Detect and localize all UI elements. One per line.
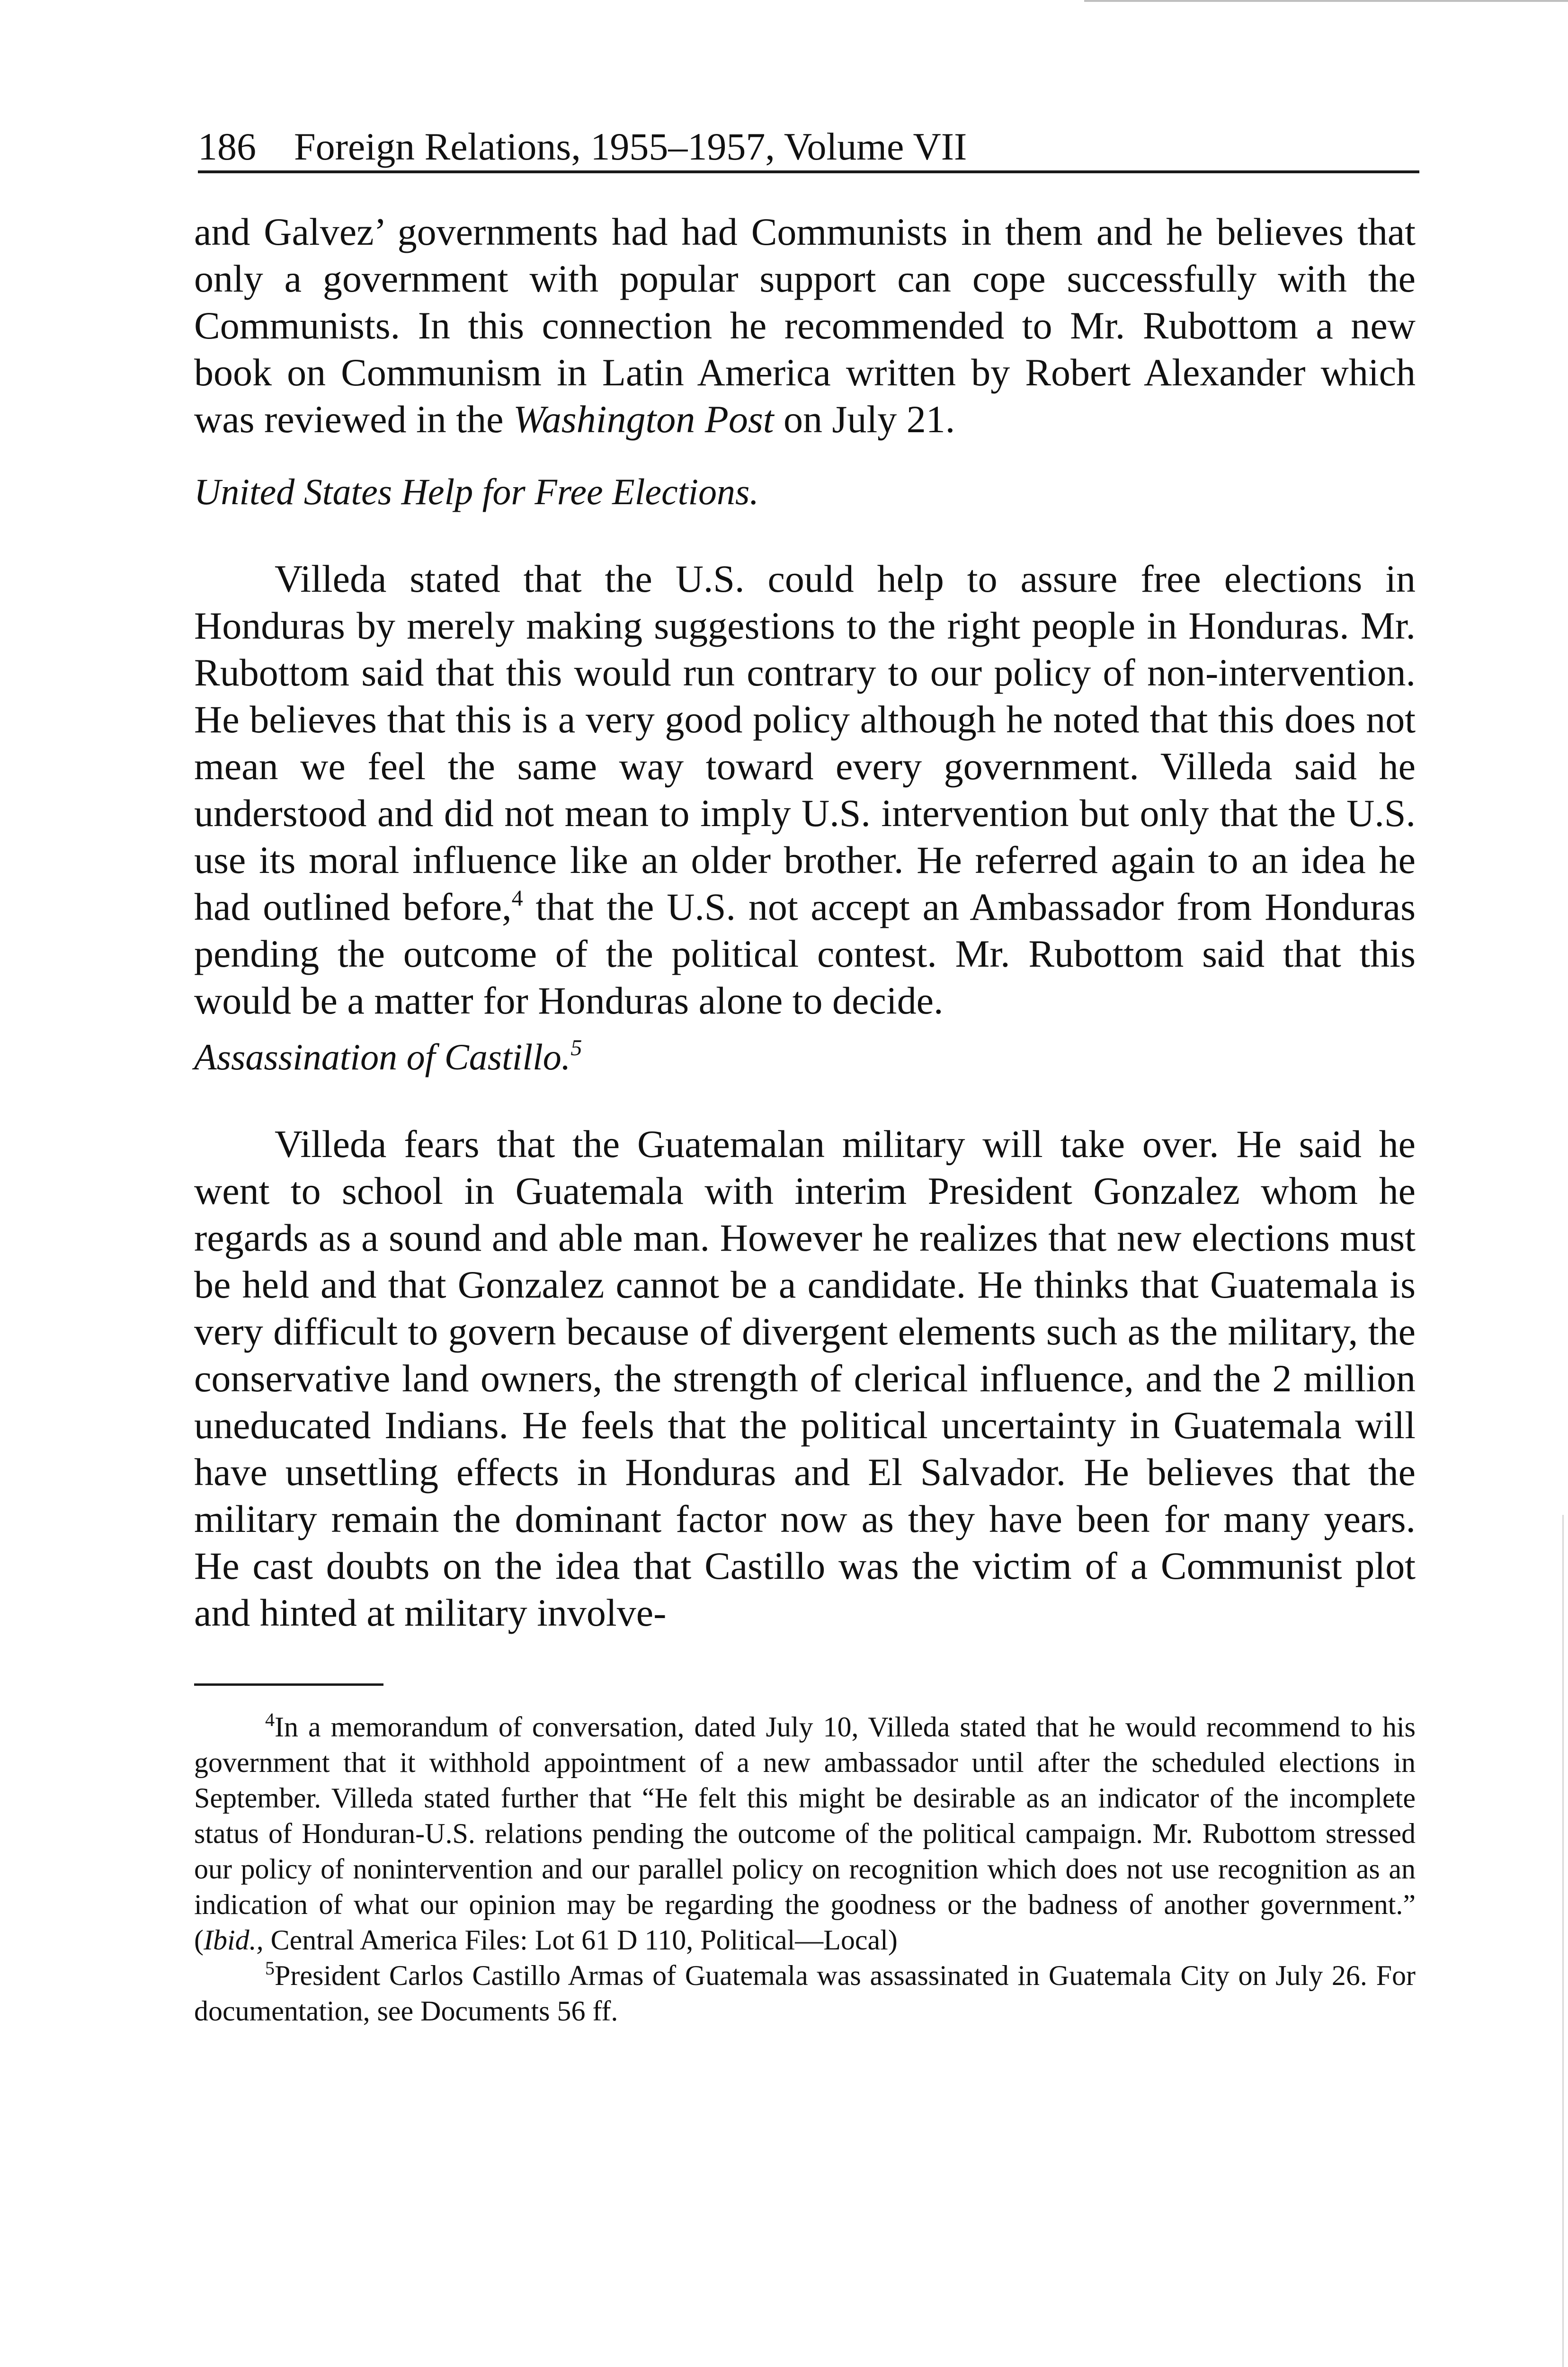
footnote-ref-5: 5 <box>570 1035 582 1060</box>
paragraph-galvez <box>194 208 1416 443</box>
scan-edge-line-right <box>1562 1515 1564 2367</box>
paragraph-galvez-lead: and Galvez’ governments had had Communists in them and he believes that only a government with popular support can cope successfully with the Communists. In this connection he recommended to Mr. Rubottom a new book on Communism in Latin America written by Robert Alexander which was reviewed in the <box>194 210 1416 441</box>
footnote-4 <box>194 1709 1416 1958</box>
paragraph-free-elections-lead: Villeda stated that the U.S. could help to assure free elections in Honduras by merely making suggestions to the right people in Honduras. Mr. Rubottom said that this would run contrary to our policy of non-intervention. He believes that this is a very good policy although he noted that this does not mean we feel the same way toward every government. Villeda said he understood and did not mean to imply U.S. intervention but only that the U.S. use its moral influence like an older brother. He referred again to an idea he had outlined before, <box>194 557 1416 928</box>
newspaper-title: Washington Post <box>513 398 774 441</box>
paragraph-free-elections <box>194 555 1416 1024</box>
footnote-4-tail: Central America Files: Lot 61 D 110, Political—Local) <box>263 1924 898 1956</box>
volume-title: Foreign Relations, 1955–1957, Volume VII <box>294 125 967 168</box>
paragraph-guatemala: Villeda fears that the Guatemalan military will take over. He said he went to school in Guatemala with interim President Gonzalez whom he regards as a sound and able man. However he realizes that new elections must be held and that Gonzalez cannot be a candidate. He thinks that Guatemala is very difficult to govern because of divergent elements such as the military, the conservative land owners, the strength of clerical influence, and the 2 million uneducated Indians. He feels that the political uncertainty in Guatemala will have unsettling effects in Honduras and El Salvador. He believes that the military remain the dominant factor now as they have been for many years. He cast doubts on the idea that Castillo was the victim of a Communist plot and hinted at military involve- <box>194 1122 1416 1634</box>
footnote-4-lead: In a memorandum of conversation, dated July 10, Villeda stated that he would recommend to his government that it withhold appointment of a new ambassador until after the scheduled elections in September. Villeda stated further that “He felt this might be desirable as an indicator of the incomplete status of Honduran-U.S. relations pending the outcome of the political campaign. Mr. Rubottom stressed our policy of nonintervention and our parallel policy on recognition which does not use recognition as an indication of what our opinion may be regarding the goodness or the badness of another government.” ( <box>194 1711 1416 1956</box>
section-heading-assassination-text: Assassination of Castillo. <box>194 1036 571 1077</box>
footnote-5-marker: 5 <box>265 1958 275 1979</box>
section-heading-free-elections: United States Help for Free Elections. <box>194 471 759 512</box>
section-heading-assassination <box>194 1033 1416 1081</box>
page-content <box>194 208 1416 2029</box>
footnote-ref-4: 4 <box>511 886 523 911</box>
paragraph-galvez-tail: on July 21. <box>774 398 955 441</box>
scan-edge-line <box>1084 0 1568 2</box>
page-number: 186 <box>198 125 256 168</box>
running-header <box>198 123 1419 173</box>
footnote-5-text: President Carlos Castillo Armas of Guatemala was assassinated in Guatemala City on July 26. For documentation, see Documents 56 ff. <box>194 1960 1416 2027</box>
paragraph-free-elections-tail: that the U.S. not accept an Ambassador from Honduras pending the outcome of the political contest. Mr. Rubottom said that this would be a matter for Honduras alone to decide. <box>194 885 1416 1022</box>
footnote-divider <box>194 1683 383 1686</box>
footnote-5 <box>194 1958 1416 2029</box>
footnote-4-ibid: Ibid., <box>203 1924 264 1956</box>
footnote-4-marker: 4 <box>265 1709 275 1730</box>
